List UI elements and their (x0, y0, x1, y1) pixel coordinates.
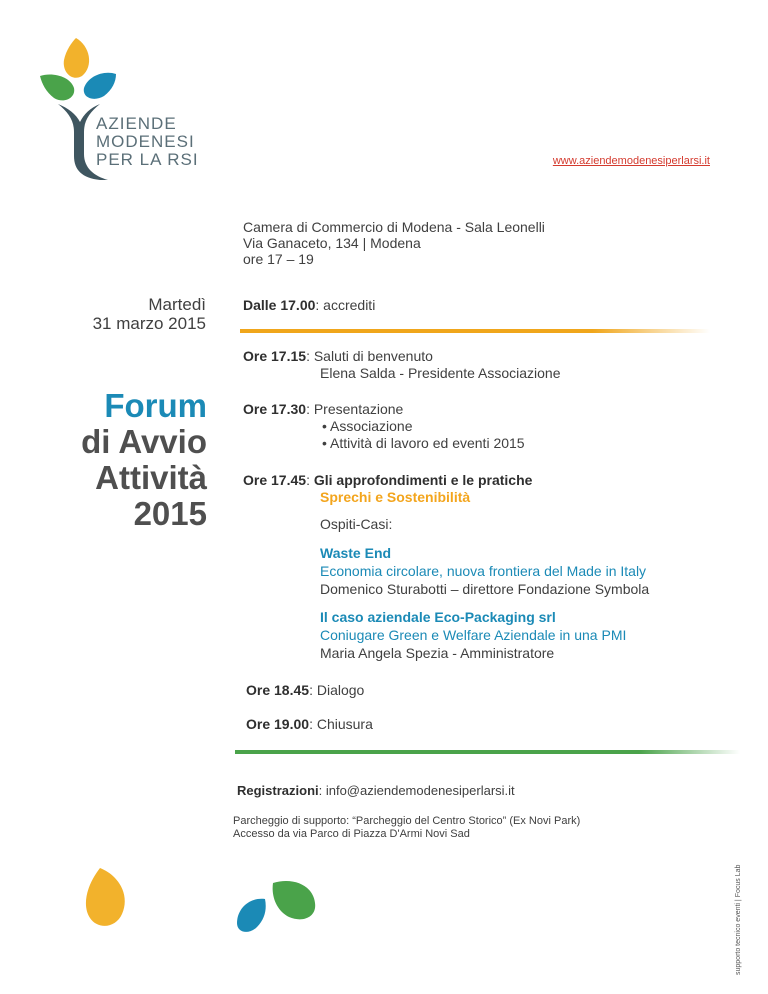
program-text: : Saluti di benvenuto (306, 348, 433, 364)
registration-label: Registrazioni (237, 783, 319, 798)
venue-info (243, 219, 545, 267)
program-sub: Elena Salda - Presidente Associazione (320, 365, 561, 381)
title-line-4: 2015 (133, 495, 207, 532)
case-speaker: Domenico Sturabotti – direttore Fondazione Symbola (320, 581, 650, 597)
page-title (40, 388, 207, 532)
program-item-1 (243, 297, 375, 313)
case-subtitle: Coniugare Green e Welfare Aziendale in una PMI (320, 627, 627, 643)
program-time: Dalle 17.00 (243, 297, 316, 313)
program-subtitle: Sprechi e Sostenibilità (320, 489, 471, 505)
logo-line-2: MODENESI (96, 132, 195, 151)
logo-line-1: AZIENDE (96, 114, 177, 133)
event-day: Martedì (148, 295, 206, 314)
program-bullet: • Associazione (322, 418, 413, 434)
program-text: : accrediti (315, 297, 376, 313)
venue-line-2: Via Ganaceto, 134 | Modena (243, 235, 421, 251)
event-date (60, 295, 206, 333)
program-text: : Chiusura (309, 716, 373, 732)
program-time: Ore 19.00 (246, 716, 310, 732)
program-text: : (306, 472, 314, 488)
case-title: Il caso aziendale Eco-Packaging srl (320, 609, 556, 625)
title-line-3: Attività (95, 459, 207, 496)
program-item-5 (246, 682, 364, 698)
program-item-2 (243, 348, 433, 364)
program-item-6 (246, 716, 373, 732)
title-line-1: Forum (104, 387, 207, 424)
orange-divider (240, 329, 710, 333)
program-time: Ore 17.30 (243, 401, 307, 417)
registration (237, 783, 515, 798)
program-item-4 (243, 472, 532, 488)
program-time: Ore 18.45 (246, 682, 310, 698)
title-line-2: di Avvio (81, 423, 207, 460)
registration-email[interactable]: : info@aziendemodenesiperlarsi.it (318, 783, 515, 798)
case-subtitle: Economia circolare, nuova frontiera del Made in Italy (320, 563, 647, 579)
logo-text (96, 115, 199, 169)
parking-info (233, 815, 580, 841)
case-title: Waste End (320, 545, 392, 561)
program-time: Ore 17.45 (243, 472, 307, 488)
program-guests: Ospiti-Casi: (320, 516, 393, 532)
green-divider (235, 750, 740, 754)
parking-line-1: Parcheggio di supporto: “Parcheggio del Centro Storico” (Ex Novi Park) (233, 815, 581, 827)
footer-credit: supporto tecnico eventi | Focus Lab (735, 864, 742, 975)
program-bold: Gli approfondimenti e le pratiche (313, 472, 533, 488)
case-speaker: Maria Angela Spezia - Amministratore (320, 645, 555, 661)
program-item-3 (243, 401, 403, 417)
event-date-value: 31 marzo 2015 (92, 314, 206, 333)
parking-line-2: Accesso da via Parco di Piazza D'Armi Novi Sad (233, 828, 470, 840)
yellow-leaf-icon (82, 866, 132, 932)
website-link[interactable]: www.aziendemodenesiperlarsi.it (552, 155, 710, 167)
program-text: : Dialogo (309, 682, 365, 698)
venue-line-1: Camera di Commercio di Modena - Sala Leonelli (243, 219, 545, 235)
logo-line-3: PER LA RSI (96, 150, 199, 169)
green-blue-leaves-icon (235, 877, 325, 935)
program-text: : Presentazione (306, 401, 404, 417)
venue-line-3: ore 17 – 19 (243, 251, 314, 267)
program-time: Ore 17.15 (243, 348, 307, 364)
program-bullet: • Attività di lavoro ed eventi 2015 (322, 435, 525, 451)
